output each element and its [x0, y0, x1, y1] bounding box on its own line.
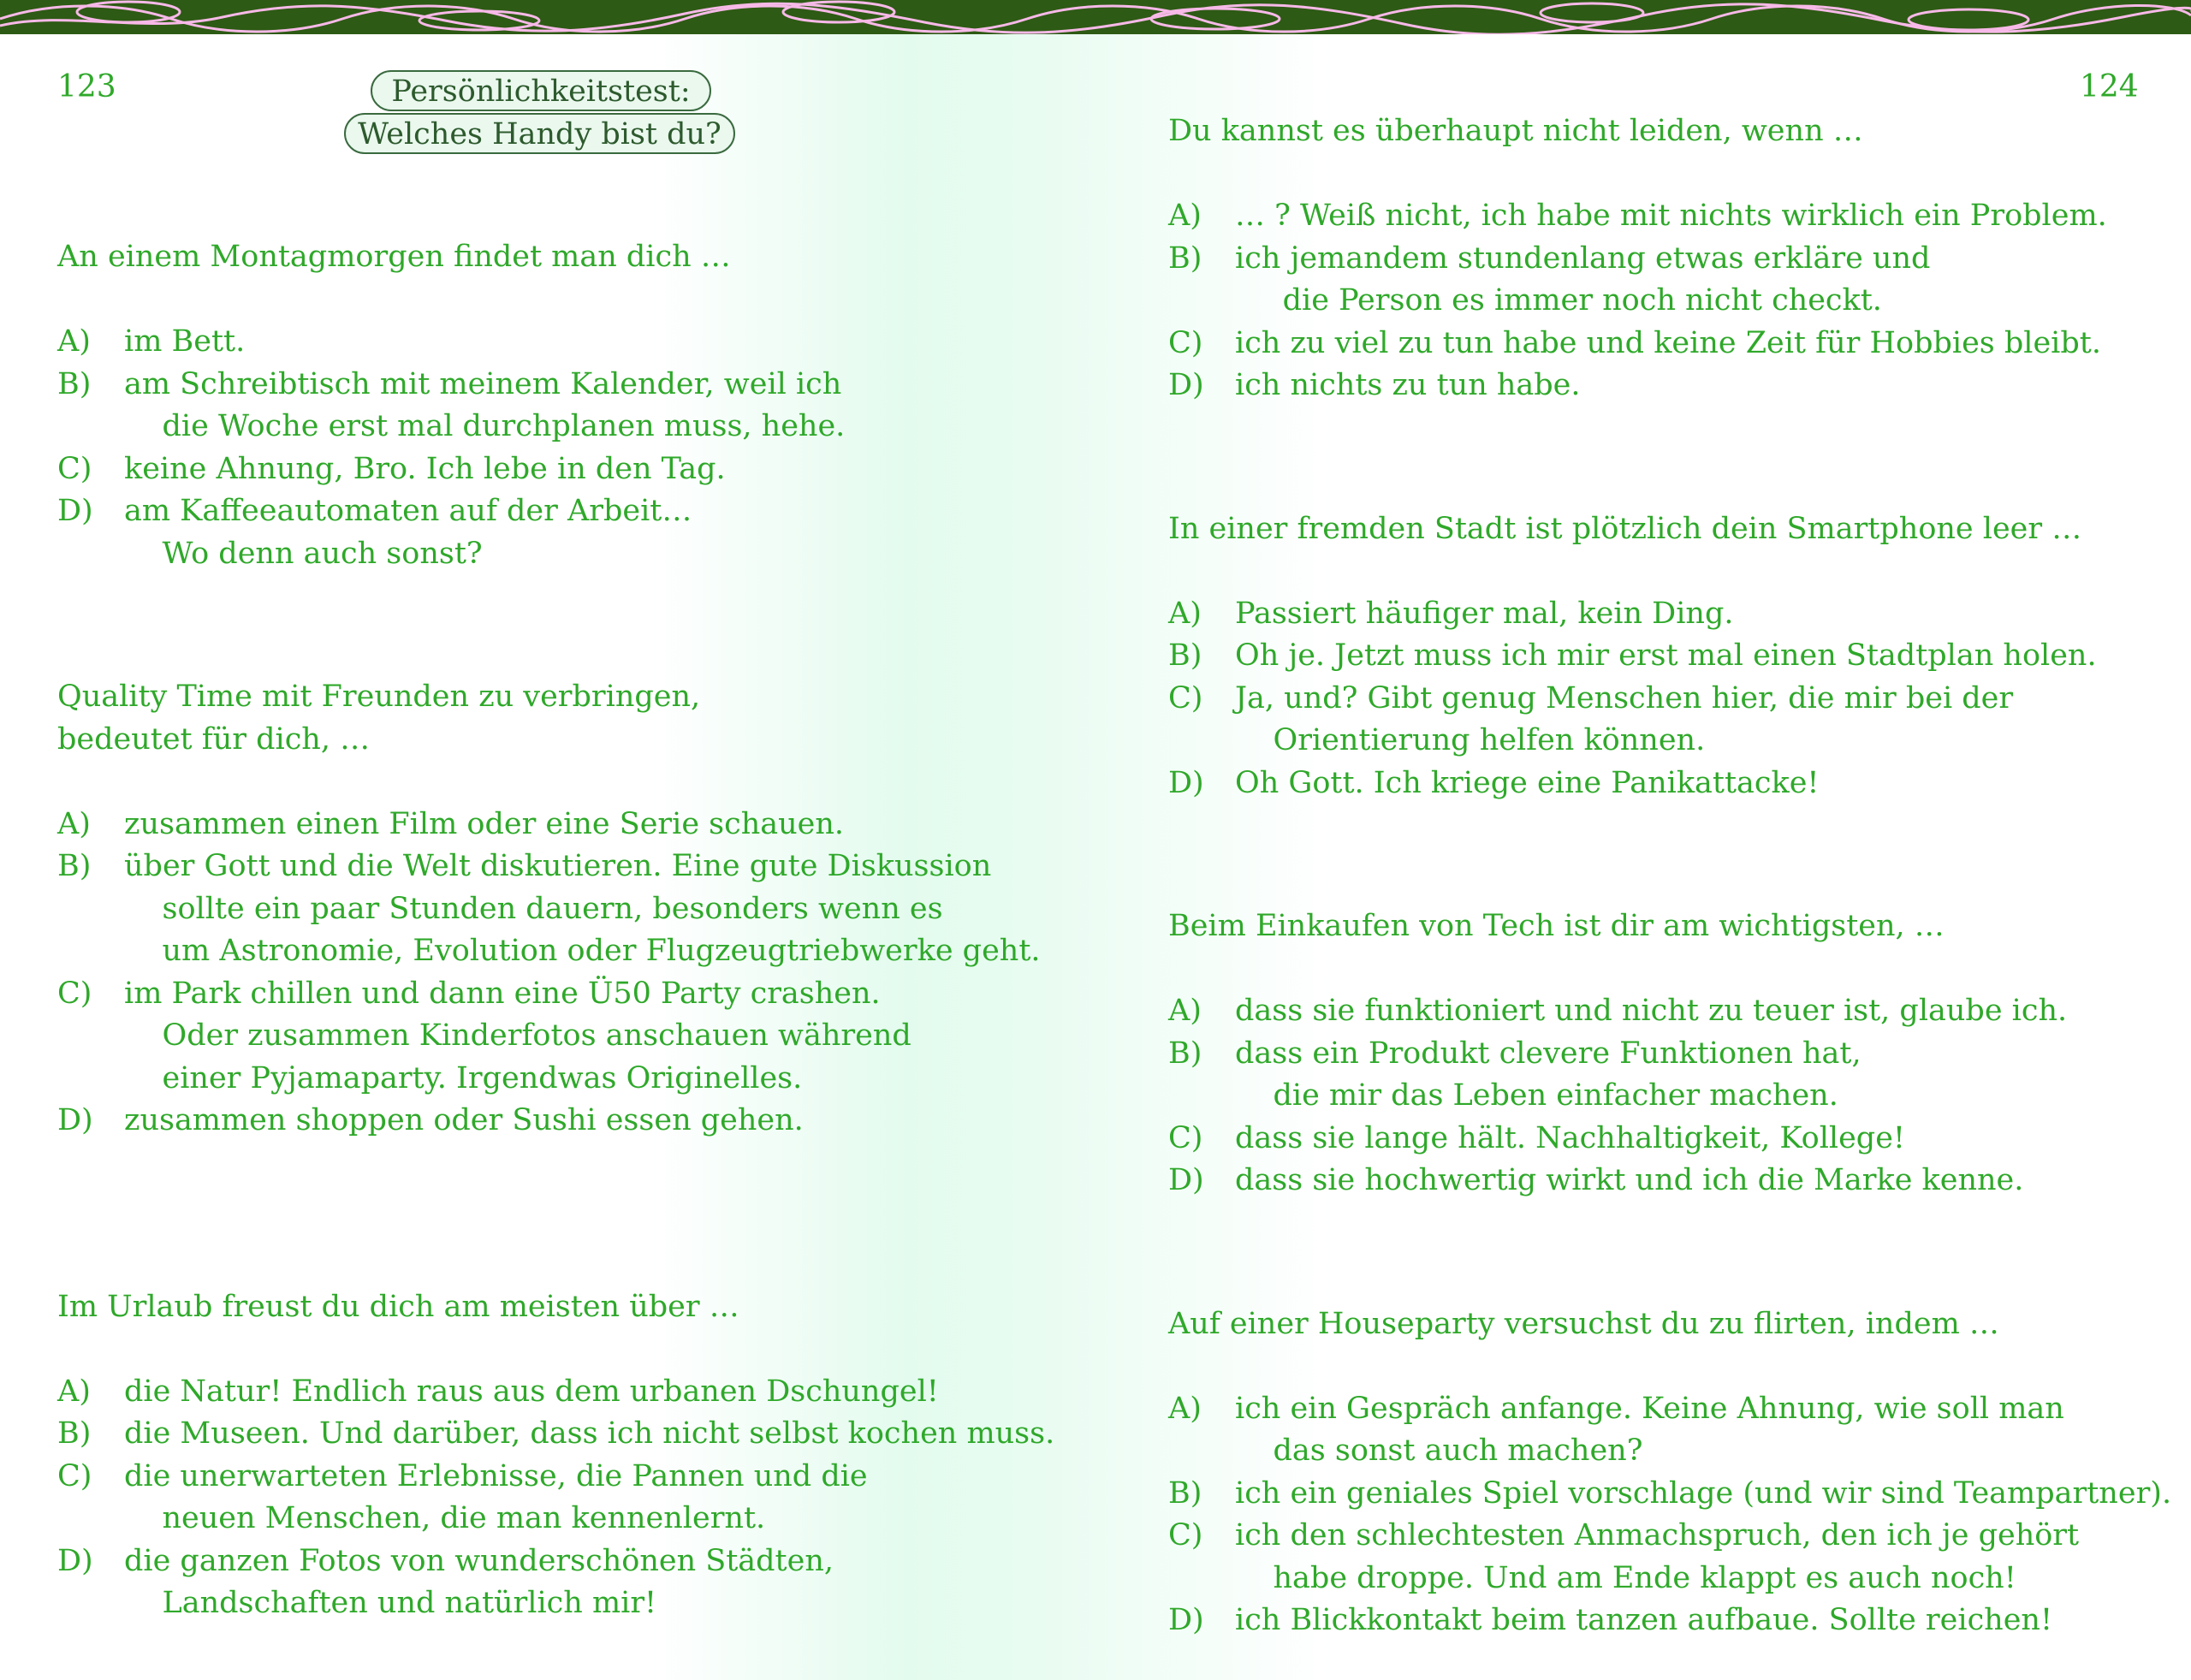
- answer-option: [57, 1540, 1084, 1625]
- question-block: [57, 1286, 1084, 1625]
- option-text: Ja, und? Gibt genug Menschen hier, die mir bei der Orientierung helfen können.: [1235, 680, 2014, 757]
- option-letter: B): [1168, 240, 1202, 276]
- flourish-ornament-icon: [0, 0, 2191, 34]
- option-text: ich jemandem stundenlang etwas erkläre und die Person es immer noch nicht checkt.: [1235, 240, 1931, 318]
- option-letter: A): [57, 324, 91, 359]
- option-text: dass sie lange hält. Nachhaltigkeit, Kollege!: [1235, 1120, 1905, 1155]
- option-letter: C): [57, 451, 92, 486]
- option-text: keine Ahnung, Bro. Ich lebe in den Tag.: [124, 451, 726, 486]
- answer-options: [57, 804, 1084, 1143]
- option-text: ich zu viel zu tun habe und keine Zeit für Hobbies bleibt.: [1235, 325, 2101, 360]
- option-letter: D): [57, 1103, 93, 1137]
- answer-options: [1168, 1388, 2178, 1642]
- option-text: am Schreibtisch mit meinem Kalender, weil ich die Woche erst mal durchplanen muss, hehe.: [124, 366, 846, 443]
- title-line-2: Welches Handy bist du?: [344, 113, 735, 154]
- option-text: die unerwarteten Erlebnisse, die Pannen und die neuen Menschen, die man kennenlernt.: [124, 1458, 868, 1535]
- option-text: die ganzen Fotos von wunderschönen Städten, Landschaften und natürlich mir!: [124, 1543, 834, 1620]
- option-text: Oh je. Jetzt muss ich mir erst mal einen Stadtplan holen.: [1235, 638, 2097, 673]
- answer-option: [1168, 195, 2178, 238]
- option-letter: B): [1168, 1036, 1202, 1071]
- answer-options: [1168, 195, 2178, 407]
- option-text: am Kaffeeautomaten auf der Arbeit… Wo denn auch sonst?: [124, 494, 692, 571]
- answer-option: [1168, 1388, 2178, 1473]
- title-line-1: Persönlichkeitstest:: [371, 70, 711, 111]
- option-text: Passiert häufiger mal, kein Ding.: [1235, 596, 1734, 631]
- option-text: die Museen. Und darüber, dass ich nicht selbst kochen muss.: [124, 1416, 1055, 1451]
- option-letter: B): [57, 366, 92, 401]
- answer-option: [57, 1371, 1084, 1414]
- option-letter: D): [1168, 368, 1204, 402]
- decorative-header-band: [0, 0, 2191, 34]
- question-block: [1168, 905, 2178, 1202]
- option-letter: D): [1168, 1603, 1204, 1637]
- option-text: … ? Weiß nicht, ich habe mit nichts wirklich ein Problem.: [1235, 199, 2107, 233]
- option-text: ich Blickkontakt beim tanzen aufbaue. Sollte reichen!: [1235, 1603, 2053, 1637]
- option-text: dass sie funktioniert und nicht zu teuer ist, glaube ich.: [1235, 994, 2068, 1028]
- option-letter: C): [1168, 1518, 1203, 1552]
- question-text: Im Urlaub freust du dich am meisten über …: [57, 1289, 739, 1324]
- answer-option: [57, 1413, 1084, 1456]
- option-text: dass ein Produkt clevere Funktionen hat, die mir das Leben einfacher machen.: [1235, 1036, 1861, 1113]
- option-text: ich ein Gespräch anfange. Keine Ahnung, wie soll man das sonst auch machen?: [1235, 1391, 2064, 1468]
- answer-option: [1168, 1473, 2178, 1516]
- question-text: Quality Time mit Freunden zu verbringen, bedeutet für dich, …: [57, 680, 701, 757]
- option-text: im Bett.: [124, 324, 246, 359]
- option-letter: A): [1168, 994, 1202, 1028]
- option-letter: A): [57, 806, 91, 841]
- question-block: [1168, 110, 2178, 407]
- option-letter: C): [57, 976, 92, 1011]
- page-number-right: 124: [2080, 69, 2139, 104]
- question-text: Du kannst es überhaupt nicht leiden, wenn …: [1168, 114, 1863, 148]
- option-letter: C): [57, 1458, 92, 1493]
- answer-option: [1168, 635, 2178, 678]
- answer-option: [57, 846, 1084, 973]
- answer-option: [1168, 238, 2178, 323]
- answer-option: [1168, 1118, 2178, 1161]
- answer-options: [1168, 990, 2178, 1202]
- answer-option: [57, 490, 1084, 575]
- option-text: zusammen shoppen oder Sushi essen gehen.: [124, 1103, 804, 1137]
- answer-option: [1168, 365, 2178, 407]
- question-text: Beim Einkaufen von Tech ist dir am wichtigsten, …: [1168, 909, 1945, 943]
- question-text: Auf einer Houseparty versuchst du zu flirten, indem …: [1168, 1306, 1999, 1341]
- question-text: An einem Montagmorgen findet man dich …: [57, 240, 731, 274]
- option-letter: C): [1168, 325, 1203, 360]
- answer-options: [1168, 593, 2178, 805]
- answer-option: [1168, 1160, 2178, 1202]
- answer-options: [57, 1371, 1084, 1625]
- option-text: ich nichts zu tun habe.: [1235, 368, 1581, 402]
- option-letter: C): [1168, 680, 1203, 715]
- option-letter: B): [1168, 638, 1202, 673]
- option-text: im Park chillen und dann eine Ü50 Party crashen. Oder zusammen Kinderfotos anschauen während einer Pyjamaparty. Irgendwas Originelles.: [124, 976, 911, 1095]
- answer-option: [57, 804, 1084, 846]
- option-letter: B): [1168, 1475, 1202, 1511]
- option-letter: A): [1168, 199, 1202, 233]
- option-letter: A): [57, 1374, 91, 1409]
- option-text: zusammen einen Film oder eine Serie schauen.: [124, 806, 845, 841]
- answer-option: [1168, 678, 2178, 763]
- option-letter: D): [57, 1543, 93, 1578]
- question-block: [1168, 1303, 2178, 1642]
- option-letter: A): [1168, 596, 1202, 631]
- option-letter: D): [1168, 765, 1204, 800]
- answer-option: [1168, 763, 2178, 805]
- question-block: [1168, 508, 2178, 805]
- answer-option: [1168, 1033, 2178, 1118]
- option-letter: B): [57, 1416, 92, 1451]
- answer-option: [57, 973, 1084, 1101]
- option-text: ich ein geniales Spiel vorschlage (und wir sind Teampartner).: [1235, 1475, 2172, 1511]
- option-text: dass sie hochwertig wirkt und ich die Marke kenne.: [1235, 1163, 2024, 1197]
- answer-option: [1168, 990, 2178, 1033]
- answer-option: [57, 1100, 1084, 1143]
- option-letter: A): [1168, 1391, 1202, 1426]
- answer-options: [57, 321, 1084, 575]
- answer-option: [57, 364, 1084, 448]
- question-block: [57, 676, 1084, 1143]
- option-letter: B): [57, 849, 92, 883]
- answer-option: [1168, 323, 2178, 365]
- left-question-column: [57, 236, 1084, 1625]
- option-text: Oh Gott. Ich kriege eine Panikattacke!: [1235, 765, 1820, 800]
- option-text: die Natur! Endlich raus aus dem urbanen Dschungel!: [124, 1374, 939, 1409]
- question-text: In einer fremden Stadt ist plötzlich dein Smartphone leer …: [1168, 511, 2082, 546]
- right-question-column: [1168, 110, 2178, 1642]
- option-text: über Gott und die Welt diskutieren. Eine gute Diskussion sollte ein paar Stunden dauern, besonders wenn es um Astronomie, Evolution oder Flugzeugtriebwerke geht.: [124, 849, 1041, 968]
- option-letter: C): [1168, 1120, 1203, 1155]
- option-text: ich den schlechtesten Anmachspruch, den ich je gehört habe droppe. Und am Ende klappt es auch noch!: [1235, 1518, 2080, 1595]
- answer-option: [1168, 1600, 2178, 1642]
- answer-option: [1168, 593, 2178, 636]
- answer-option: [57, 1456, 1084, 1540]
- page-number-left: 123: [57, 69, 116, 104]
- answer-option: [57, 321, 1084, 364]
- answer-option: [1168, 1515, 2178, 1600]
- question-block: [57, 236, 1084, 575]
- answer-option: [57, 448, 1084, 491]
- option-letter: D): [57, 494, 93, 528]
- option-letter: D): [1168, 1163, 1204, 1197]
